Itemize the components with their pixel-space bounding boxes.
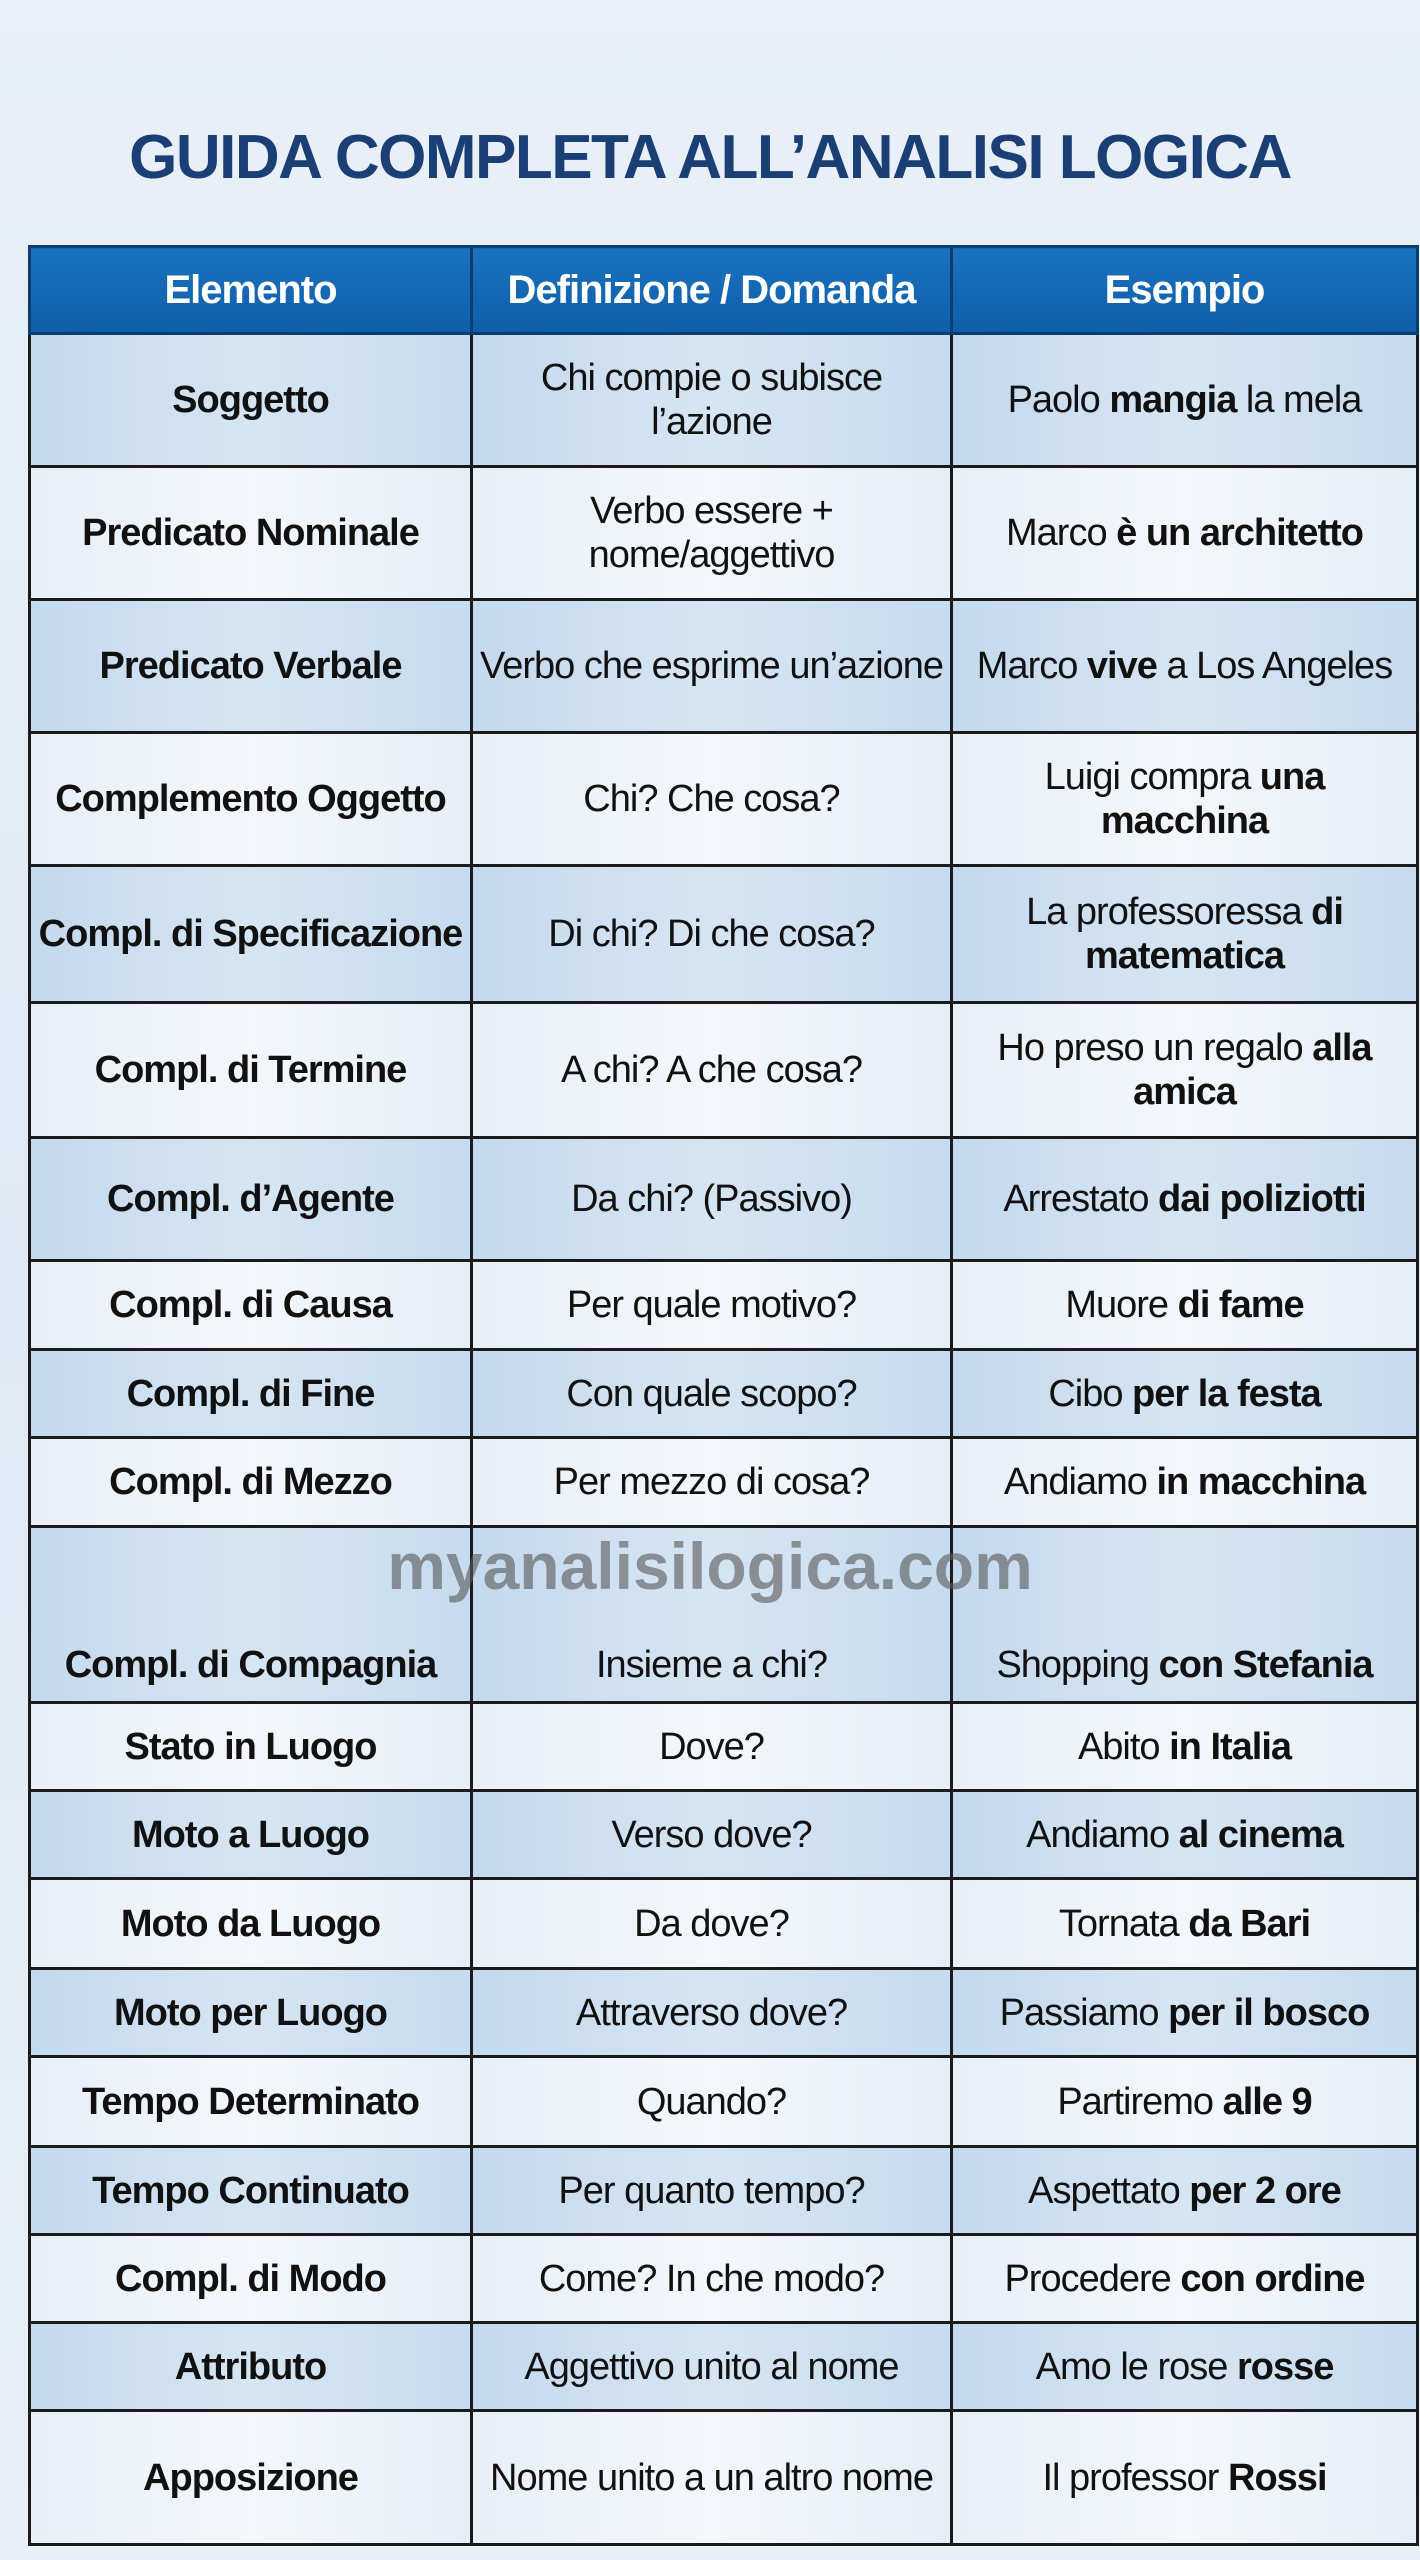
example-text — [997, 1027, 1371, 1113]
example-segment: Andiamo — [1026, 1813, 1179, 1856]
example-cell — [952, 733, 1418, 866]
element-label: Stato in Luogo — [124, 1725, 377, 1768]
example-highlight: con ordine — [1180, 2257, 1365, 2300]
element-label: Compl. di Modo — [115, 2257, 386, 2300]
example-segment: la mela — [1236, 379, 1362, 421]
example-text — [1057, 2081, 1311, 2123]
example-segment: Cibo — [1048, 1372, 1133, 1415]
example-text — [1036, 2346, 1334, 2388]
element-cell — [30, 866, 472, 1003]
element-cell — [30, 1350, 472, 1438]
example-cell — [952, 1438, 1418, 1527]
element-cell — [30, 2323, 472, 2411]
example-segment: Il professor — [1042, 2456, 1229, 2499]
definition-text: Aggettivo unito al nome — [524, 2345, 899, 2388]
definition-text: Verbo che esprime un’azione — [479, 645, 944, 687]
example-text — [977, 645, 1392, 687]
definition-text: A chi? A che cosa? — [560, 1049, 862, 1091]
definition-cell — [472, 1969, 952, 2057]
example-text — [1003, 1178, 1365, 1220]
example-segment: Andiamo — [1003, 1461, 1157, 1503]
example-highlight: in Italia — [1169, 1725, 1292, 1768]
definition-cell — [472, 1791, 952, 1879]
definition-cell — [472, 334, 952, 467]
example-highlight: di fame — [1177, 1284, 1304, 1326]
element-cell — [30, 1138, 472, 1261]
definition-cell — [472, 1003, 952, 1138]
example-highlight: alle 9 — [1222, 2080, 1312, 2123]
definition-text: Come? In che modo? — [538, 2257, 885, 2300]
example-highlight: è un architetto — [1116, 512, 1363, 554]
example-cell — [952, 1350, 1418, 1438]
table-row — [30, 1969, 1418, 2057]
example-segment: Abito — [1077, 1725, 1170, 1768]
definition-cell — [472, 2235, 952, 2323]
definition-text: Attraverso dove? — [575, 1991, 848, 2034]
table-row — [30, 600, 1418, 733]
element-label: Compl. di Mezzo — [109, 1461, 392, 1503]
example-segment: Muore — [1065, 1284, 1178, 1326]
header-element — [30, 247, 472, 334]
element-cell — [30, 1438, 472, 1527]
table-header-row — [30, 247, 1418, 334]
element-label: Attributo — [174, 2345, 327, 2388]
element-cell — [30, 1261, 472, 1350]
example-highlight: dai poliziotti — [1158, 1178, 1366, 1220]
definition-cell — [472, 1350, 952, 1438]
example-cell — [952, 1969, 1418, 2057]
element-label: Compl. d’Agente — [107, 1178, 394, 1220]
example-cell — [952, 1791, 1418, 1879]
example-cell — [952, 1138, 1418, 1261]
definition-cell — [472, 1879, 952, 1969]
element-cell — [30, 467, 472, 600]
table-row — [30, 1261, 1418, 1350]
definition-text: Per quale motivo? — [566, 1284, 857, 1326]
definition-text: Da chi? (Passivo) — [571, 1178, 852, 1220]
element-label: Moto per Luogo — [113, 1991, 388, 2034]
title-text: GUIDA COMPLETA ALL’ANALISI LOGICA — [129, 123, 1291, 192]
example-cell — [952, 866, 1418, 1003]
example-segment: Amo le rose — [1035, 2345, 1237, 2388]
definition-cell — [472, 1261, 952, 1350]
header-label: Esempio — [1104, 268, 1265, 312]
element-label: Compl. di Termine — [94, 1049, 407, 1091]
example-segment: Marco — [1006, 512, 1117, 554]
page-title — [0, 120, 1420, 196]
analysis-table — [28, 245, 1419, 2546]
example-segment: Partiremo — [1057, 2080, 1223, 2123]
example-text — [1006, 512, 1363, 554]
element-label: Compl. di Causa — [109, 1284, 392, 1326]
table-row — [30, 2057, 1418, 2147]
definition-text: Di chi? Di che cosa? — [548, 913, 875, 955]
element-cell — [30, 2411, 472, 2545]
table-row — [30, 1138, 1418, 1261]
definition-text: Nome unito a un altro nome — [490, 2456, 933, 2499]
example-text — [1004, 1461, 1365, 1503]
element-cell — [30, 2057, 472, 2147]
table-row — [30, 1527, 1418, 1703]
example-segment: Luigi compra — [1044, 756, 1260, 798]
element-cell — [30, 1879, 472, 1969]
example-highlight: con Stefania — [1158, 1644, 1373, 1686]
example-cell — [952, 600, 1418, 733]
example-highlight: da Bari — [1188, 1902, 1311, 1945]
example-cell — [952, 2235, 1418, 2323]
header-definition — [472, 247, 952, 334]
definition-cell — [472, 866, 952, 1003]
element-label: Moto a Luogo — [131, 1813, 370, 1856]
table-row — [30, 467, 1418, 600]
element-label: Apposizione — [143, 2456, 358, 2499]
definition-text: Quando? — [636, 2080, 787, 2123]
table-row — [30, 1438, 1418, 1527]
example-segment: Ho preso un regalo — [997, 1027, 1313, 1069]
table-row — [30, 1879, 1418, 1969]
example-cell — [952, 1527, 1418, 1703]
watermark-text: myanalisilogica.com — [387, 1529, 1033, 1603]
definition-text: Per quanto tempo? — [558, 2169, 865, 2212]
definition-cell — [472, 1527, 952, 1703]
example-cell — [952, 1261, 1418, 1350]
element-label: Predicato Verbale — [99, 645, 402, 687]
header-label: Definizione / Domanda — [507, 268, 916, 312]
definition-cell — [472, 2057, 952, 2147]
element-label: Tempo Continuato — [92, 2169, 409, 2212]
example-text — [1000, 1992, 1370, 2034]
definition-text: Per mezzo di cosa? — [553, 1461, 870, 1503]
element-label: Soggetto — [172, 379, 329, 421]
example-segment: La professoressa — [1026, 891, 1312, 933]
element-cell — [30, 1003, 472, 1138]
example-cell — [952, 467, 1418, 600]
example-text — [996, 1644, 1372, 1686]
example-segment: Procedere — [1004, 2257, 1181, 2300]
element-cell — [30, 600, 472, 733]
example-text — [1008, 379, 1362, 421]
example-segment: Aspettato — [1028, 2169, 1190, 2212]
example-cell — [952, 2323, 1418, 2411]
table-row — [30, 2147, 1418, 2235]
example-highlight: per la festa — [1132, 1372, 1321, 1415]
element-label: Predicato Nominale — [82, 512, 419, 554]
example-segment: Arrestato — [1003, 1178, 1159, 1220]
example-highlight: rosse — [1236, 2345, 1334, 2388]
table-row — [30, 1791, 1418, 1879]
element-cell — [30, 2147, 472, 2235]
example-text — [1065, 1284, 1303, 1326]
table-row — [30, 866, 1418, 1003]
definition-cell — [472, 467, 952, 600]
element-cell — [30, 733, 472, 866]
example-segment: Marco — [976, 645, 1087, 687]
example-highlight: vive — [1086, 645, 1157, 687]
example-text — [1045, 756, 1325, 842]
example-segment: Tornata — [1058, 1902, 1189, 1945]
definition-cell — [472, 1703, 952, 1791]
element-cell — [30, 334, 472, 467]
definition-text: Insieme a chi? — [595, 1644, 827, 1686]
example-text — [1048, 1373, 1320, 1415]
example-text — [1026, 891, 1343, 977]
example-cell — [952, 334, 1418, 467]
example-segment: Passiamo — [999, 1991, 1169, 2034]
element-cell — [30, 1791, 472, 1879]
example-highlight: alla amica — [1133, 1027, 1372, 1113]
example-highlight: di matematica — [1084, 891, 1343, 977]
definition-cell — [472, 1138, 952, 1261]
example-cell — [952, 1703, 1418, 1791]
table-row — [30, 1703, 1418, 1791]
definition-text: Verbo essere + nome/aggettivo — [588, 490, 835, 576]
table-row — [30, 1350, 1418, 1438]
element-label: Compl. di Compagnia — [64, 1644, 437, 1686]
example-segment: Shopping — [996, 1644, 1159, 1686]
definition-text: Chi compie o subisce l’azione — [540, 357, 883, 443]
table-row — [30, 1003, 1418, 1138]
element-cell — [30, 1527, 472, 1703]
element-cell — [30, 2235, 472, 2323]
example-highlight: Rossi — [1228, 2456, 1327, 2499]
definition-text: Dove? — [659, 1725, 764, 1768]
example-text — [1004, 2258, 1364, 2300]
definition-text: Da dove? — [634, 1902, 789, 1945]
element-label: Complemento Oggetto — [55, 778, 446, 820]
definition-cell — [472, 1438, 952, 1527]
example-text — [1042, 2457, 1326, 2499]
example-highlight: una macchina — [1100, 756, 1325, 842]
definition-cell — [472, 733, 952, 866]
example-highlight: in macchina — [1156, 1461, 1366, 1503]
example-highlight: per 2 ore — [1189, 2169, 1341, 2212]
table-row — [30, 733, 1418, 866]
element-cell — [30, 1969, 472, 2057]
table-row — [30, 2235, 1418, 2323]
table-row — [30, 2323, 1418, 2411]
definition-text: Verso dove? — [611, 1813, 812, 1856]
table-row — [30, 2411, 1418, 2545]
definition-cell — [472, 2147, 952, 2235]
example-segment: Paolo — [1007, 379, 1110, 421]
example-text — [1059, 1903, 1310, 1945]
element-cell — [30, 1703, 472, 1791]
example-highlight: al cinema — [1178, 1813, 1343, 1856]
element-label: Tempo Determinato — [81, 2080, 419, 2123]
element-label: Compl. di Specificazione — [38, 913, 463, 955]
example-highlight: per il bosco — [1168, 1991, 1370, 2034]
table-row — [30, 334, 1418, 467]
header-example — [952, 247, 1418, 334]
example-cell — [952, 1879, 1418, 1969]
definition-text: Con quale scopo? — [566, 1372, 857, 1415]
example-cell — [952, 2057, 1418, 2147]
example-segment: a Los Angeles — [1156, 645, 1393, 687]
example-text — [1028, 2170, 1341, 2212]
element-label: Moto da Luogo — [120, 1902, 381, 1945]
definition-cell — [472, 600, 952, 733]
example-text — [1078, 1726, 1291, 1768]
example-cell — [952, 1003, 1418, 1138]
definition-cell — [472, 2323, 952, 2411]
example-cell — [952, 2411, 1418, 2545]
example-cell — [952, 2147, 1418, 2235]
definition-cell — [472, 2411, 952, 2545]
example-text — [1026, 1814, 1343, 1856]
element-label: Compl. di Fine — [126, 1372, 375, 1415]
example-highlight: mangia — [1109, 379, 1237, 421]
header-label: Elemento — [164, 268, 337, 312]
definition-text: Chi? Che cosa? — [583, 778, 840, 820]
